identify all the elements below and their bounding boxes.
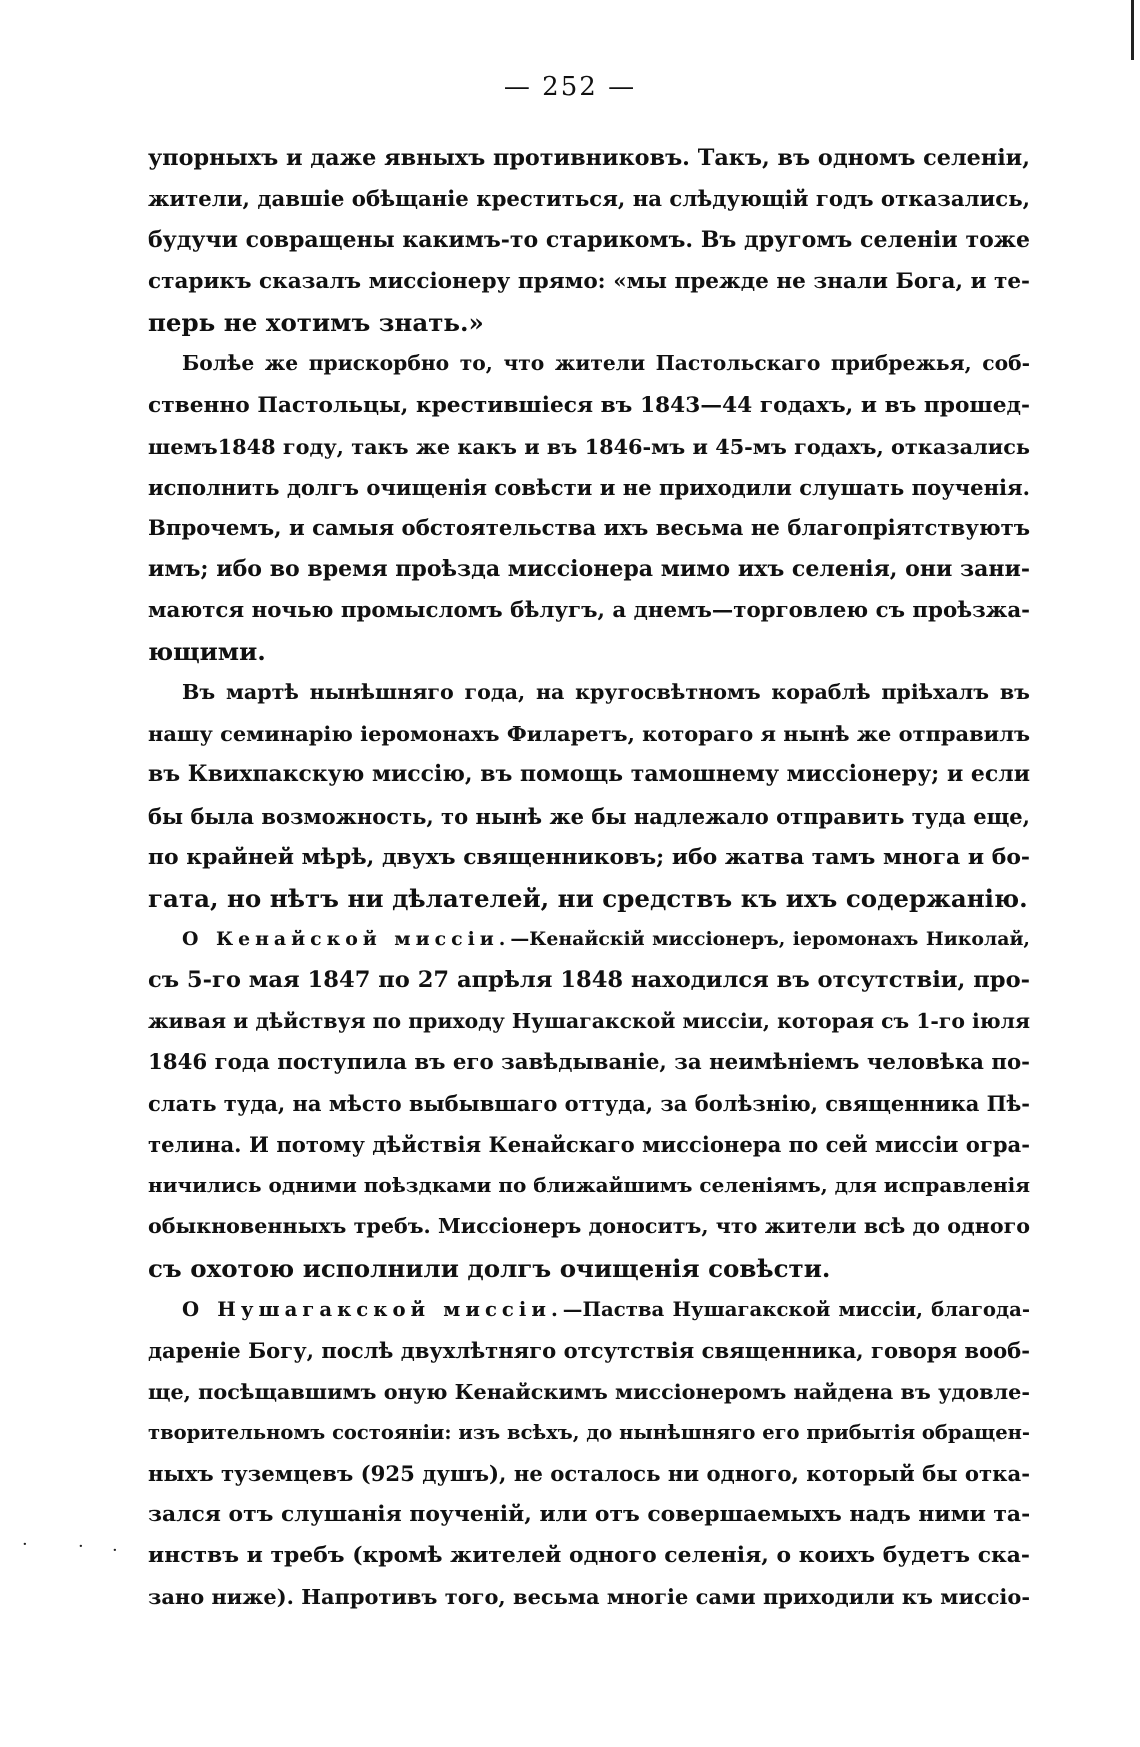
text-line: съ 5-го мая 1847 по 27 апрѣля 1848 находился въ отсутствіи, про- — [148, 966, 1030, 993]
text-line-rest: —Паства Нушагакской миссіи, благода- — [562, 1297, 1030, 1321]
scan-speck: · — [22, 1534, 28, 1555]
text-line: перь не хотимъ знать.» — [148, 308, 484, 338]
text-line: Впрочемъ, и самыя обстоятельства ихъ весьма не благопріятствуютъ — [148, 515, 1030, 541]
text-line: зано ниже). Напротивъ того, весьма многіе сами приходили къ миссіо- — [148, 1584, 1030, 1610]
paragraph-kenai-mission — [148, 919, 1030, 1289]
text-line: ничились одними поѣздками по ближайшимъ селеніямъ, для исправленія — [148, 1173, 1031, 1198]
text-line: маются ночью промысломъ бѣлугъ, а днемъ—торговлею съ проѣзжа- — [148, 598, 1030, 624]
section-heading-nushagak: О Нушагакской миссіи. — [182, 1297, 563, 1321]
text-line: обыкновенныхъ требъ. Миссіонеръ доноситъ, что жители всѣ до одного — [148, 1214, 1030, 1239]
scan-speck: · — [112, 1540, 118, 1561]
text-line: исполнить долгъ очищенія совѣсти и не приходили слушать поученія. — [148, 474, 1030, 500]
text-line: жители, давшіе обѣщаніе креститься, на слѣдующій годъ отказались, — [148, 187, 1030, 213]
text-line: ныхъ туземцевъ (925 душъ), не осталось ни одного, который бы отка- — [148, 1461, 1030, 1486]
paragraph-1 — [148, 138, 1030, 343]
page-body — [148, 138, 1030, 1617]
text-line: дареніе Богу, послѣ двухлѣтняго отсутствія священника, говоря вооб- — [148, 1337, 1030, 1363]
paragraph-3 — [148, 672, 1030, 919]
page-number: — 252 — — [503, 72, 637, 102]
text-line: живая и дѣйствуя по приходу Нушагакской миссіи, которая съ 1-го іюля — [148, 1008, 1030, 1033]
text-line: 1846 года поступила въ его завѣдываніе, за неимѣніемъ человѣка по- — [148, 1050, 1030, 1076]
text-line: зался отъ слушанія поученій, или отъ совершаемыхъ надъ ними та- — [148, 1501, 1031, 1528]
text-line: ще, посѣщавшимъ оную Кенайскимъ миссіонеромъ найдена въ удовле- — [148, 1378, 1030, 1404]
text-line: шемъ1848 году, такъ же какъ и въ 1846-мъ и 45-мъ годахъ, отказались — [148, 433, 1030, 459]
text-line: гата, но нѣтъ ни дѣлателей, ни средствъ къ ихъ содержанію. — [148, 883, 1028, 913]
text-line: нашу семинарію іеромонахъ Филаретъ, котораго я нынѣ же отправилъ — [148, 721, 1031, 747]
text-line: слать туда, на мѣсто выбывшаго оттуда, за болѣзнію, священника Пѣ- — [148, 1091, 1030, 1117]
page-edge-mark — [1131, 0, 1134, 60]
text-line-rest: —Кенайскій миссіонеръ, іеромонахъ Николай, — [510, 927, 1030, 950]
text-line: ственно Пастольцы, крестившіеся въ 1843—44 годахъ, и въ прошед- — [148, 392, 1030, 418]
text-line: ющими. — [148, 637, 266, 667]
text-line — [148, 1289, 1030, 1330]
text-line: Въ мартѣ нынѣшняго года, на кругосвѣтномъ кораблѣ пріѣхалъ въ — [182, 680, 1030, 705]
text-line: упорныхъ и даже явныхъ противниковъ. Такъ, въ одномъ селеніи, — [148, 145, 1030, 171]
text-line: телина. И потому дѣйствія Кенайскаго миссіонера по сей миссіи огра- — [148, 1132, 1030, 1158]
paragraph-2 — [148, 343, 1030, 672]
text-line: творительномъ состояніи: изъ всѣхъ, до нынѣшняго его прибытія обращен- — [148, 1420, 1030, 1444]
text-line: будучи совращены какимъ-то старикомъ. Въ другомъ селеніи тоже — [148, 227, 1030, 254]
text-line: Болѣе же прискорбно то, что жители Пастольскаго прибрежья, соб- — [182, 351, 1030, 376]
text-line — [148, 919, 1030, 960]
text-line: бы была возможность, то нынѣ же бы надлежало отправить туда еще, — [148, 803, 1030, 829]
paragraph-nushagak-mission — [148, 1289, 1030, 1618]
text-line: по крайней мѣрѣ, двухъ священниковъ; ибо жатва тамъ многа и бо- — [148, 843, 1030, 870]
text-line: инствъ и требъ (кромѣ жителей одного селенія, о коихъ будетъ ска- — [148, 1542, 1030, 1569]
text-line: въ Квихпакскую миссію, въ помощь тамошнему миссіонеру; и если — [148, 761, 1030, 788]
scan-speck: · — [78, 1536, 84, 1557]
text-line: имъ; ибо во время проѣзда миссіонера мимо ихъ селенія, они зани- — [148, 555, 1030, 582]
text-line: съ охотою исполнили долгъ очищенія совѣсти. — [148, 1253, 831, 1283]
text-line: старикъ сказалъ миссіонеру прямо: «мы прежде не знали Бога, и те- — [148, 269, 1030, 295]
section-heading-kenai: О Кенайской миссіи. — [182, 927, 511, 950]
